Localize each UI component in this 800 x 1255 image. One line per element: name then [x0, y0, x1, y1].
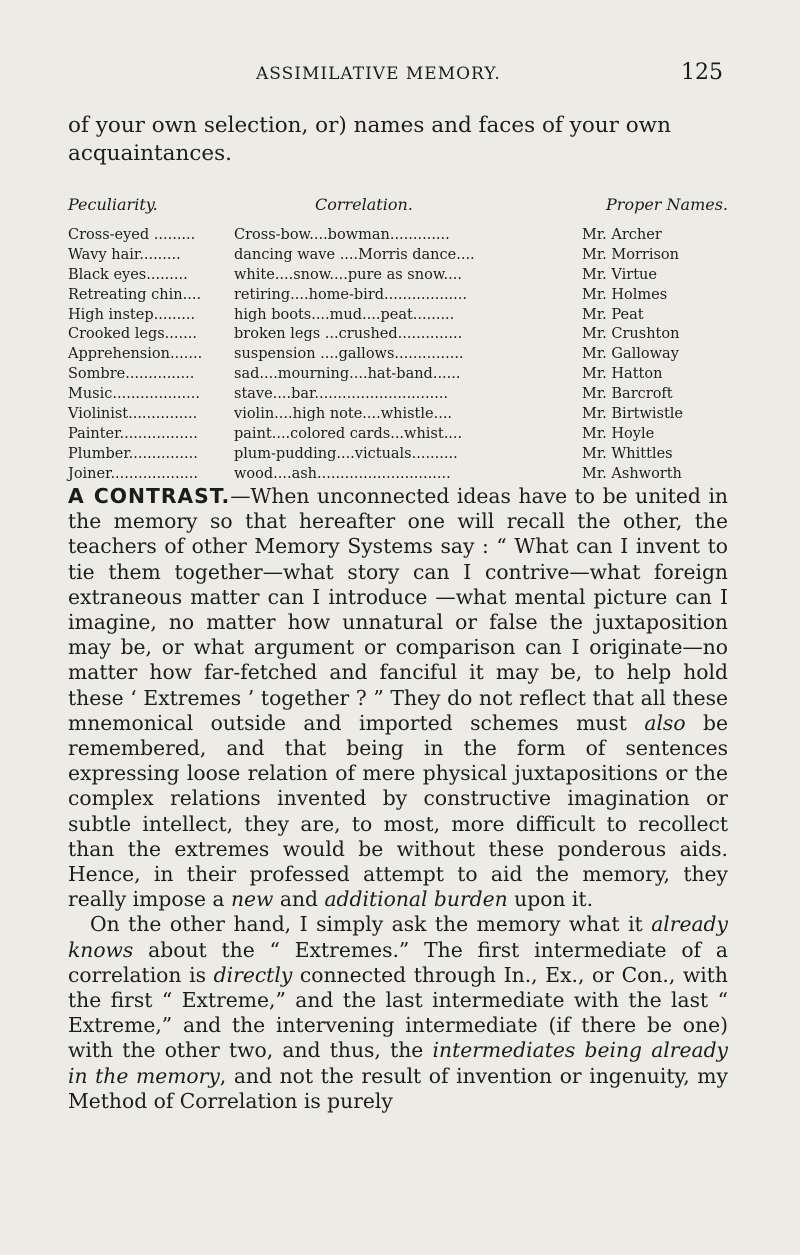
correlation-cell: high boots....mud....peat.........	[234, 306, 455, 323]
header-proper-names: Proper Names.	[606, 195, 728, 214]
name-cell: Mr. Morrison	[582, 246, 679, 263]
body-text	[68, 484, 728, 1114]
name-cell: Mr. Ashworth	[582, 465, 682, 482]
name-cell: Mr. Crushton	[582, 326, 680, 343]
correlation-cell: stave....bar.............................	[234, 386, 449, 403]
correlation-cell: broken legs ...crushed..............	[234, 326, 463, 343]
emphasis-text: additional burden	[324, 887, 508, 912]
paragraph-method	[68, 912, 728, 1114]
emphasis-text: intermediates being already in the memory	[68, 1038, 729, 1088]
paragraph-text: On the other hand, I simply ask the memory what it	[90, 912, 652, 937]
table-row	[68, 385, 728, 405]
peculiarity-cell: Plumber...............	[68, 445, 198, 462]
page-header	[0, 60, 800, 88]
paragraph-text: be remembered, and that being in the form of sentences expressing loose relation of mere physical juxtapositions or the complex relations invented by constructive imagination or subtle intellect, they are, to most, more difficult to recollect than the extremes would be without these ponderous aids. Hence, in their professed attempt to aid the memory, they really impose a	[68, 710, 728, 912]
running-head: ASSIMILATIVE MEMORY.	[256, 64, 501, 84]
correlation-cell: dancing wave ....Morris dance....	[234, 246, 475, 263]
peculiarity-cell: Painter.................	[68, 425, 198, 442]
name-cell: Mr. Hoyle	[582, 425, 655, 442]
table-row	[68, 465, 728, 485]
table-row	[68, 306, 728, 326]
correlation-cell: sad....mourning....hat-band......	[234, 366, 461, 383]
peculiarity-cell: Joiner...................	[68, 465, 199, 482]
emphasis-text: directly	[213, 962, 293, 987]
paragraph-text: about the “ Extremes.” The first intermediate of a correlation is	[68, 937, 728, 987]
correlation-cell: paint....colored cards...whist....	[234, 425, 463, 442]
name-cell: Mr. Holmes	[582, 286, 668, 303]
peculiarity-cell: Retreating chin....	[68, 286, 202, 303]
name-cell: Mr. Archer	[582, 227, 662, 243]
peculiarity-cell: Crooked legs.......	[68, 326, 197, 343]
paragraph-contrast	[68, 484, 728, 912]
peculiarity-cell: Music...................	[68, 386, 200, 403]
table-header	[68, 195, 728, 221]
paragraph-text: , and not the result of invention or ingenuity, my Method of Correlation is purely	[68, 1063, 728, 1113]
table-row	[68, 286, 728, 306]
peculiarity-cell: Apprehension.......	[68, 346, 203, 363]
table-row	[68, 405, 728, 425]
correlation-cell: white....snow....pure as snow....	[234, 266, 462, 283]
header-peculiarity: Peculiarity.	[68, 195, 158, 214]
paragraph-text: —When unconnected ideas have to be united in the memory so that hereafter one will recall the other, the teachers of other Memory Systems say : “ What can I invent to tie them together—what story can I contrive—what foreign extraneous matter can I introduce —what mental picture can I imagine, no matter how unnatural or false the juxtaposition may be, or what argument or comparison can I originate—no matter how far-fetched and fanciful it may be, to help hold these ‘ Extremes ’ together ? ” They do not reflect that all these mnemonical outside and imported schemes must	[68, 484, 728, 735]
paragraph-text: upon it.	[507, 887, 594, 912]
correlation-cell: violin....high note....whistle....	[234, 406, 453, 423]
intro-text: of your own selection, or) names and faces of your own acquaintances.	[68, 113, 671, 166]
table-rows	[68, 226, 728, 485]
name-cell: Mr. Virtue	[582, 266, 657, 283]
name-cell: Mr. Galloway	[582, 346, 679, 363]
peculiarity-cell: High instep.........	[68, 306, 196, 323]
peculiarity-cell: Wavy hair.........	[68, 246, 181, 263]
correlation-cell: suspension ....gallows...............	[234, 346, 464, 363]
table-row	[68, 266, 728, 286]
name-cell: Mr. Hatton	[582, 366, 663, 383]
name-cell: Mr. Birtwistle	[582, 406, 683, 423]
name-cell: Mr. Barcroft	[582, 386, 673, 403]
header-correlation: Correlation.	[315, 195, 413, 214]
correlation-table	[68, 195, 728, 482]
table-row	[68, 425, 728, 445]
page-number: 125	[681, 60, 723, 85]
correlation-cell: Cross-bow....bowman.............	[234, 227, 450, 243]
correlation-cell: wood....ash.............................	[234, 465, 451, 482]
table-row	[68, 345, 728, 365]
emphasis-text: also	[644, 710, 686, 735]
peculiarity-cell: Violinist...............	[68, 406, 198, 423]
table-row	[68, 226, 728, 246]
table-row	[68, 365, 728, 385]
correlation-cell: retiring....home-bird..................	[234, 286, 467, 303]
name-cell: Mr. Peat	[582, 306, 644, 323]
table-row	[68, 325, 728, 345]
emphasis-text: new	[230, 887, 274, 912]
name-cell: Mr. Whittles	[582, 445, 673, 462]
paragraph-text: connected through In., Ex., or Con., with the first “ Extreme,” and the last intermediate with the last “ Extreme,” and the intervening intermediate (if there be one) with the other two, and thus, the	[68, 962, 728, 1063]
correlation-cell: plum-pudding....victuals..........	[234, 445, 458, 462]
peculiarity-cell: Sombre...............	[68, 366, 195, 383]
table-row	[68, 246, 728, 266]
emphasis-text: already knows	[68, 912, 728, 962]
peculiarity-cell: Black eyes.........	[68, 266, 188, 283]
table-row	[68, 445, 728, 465]
section-title: A CONTRAST.	[68, 484, 231, 508]
paragraph-text: and	[273, 887, 325, 912]
peculiarity-cell: Cross-eyed .........	[68, 227, 196, 243]
